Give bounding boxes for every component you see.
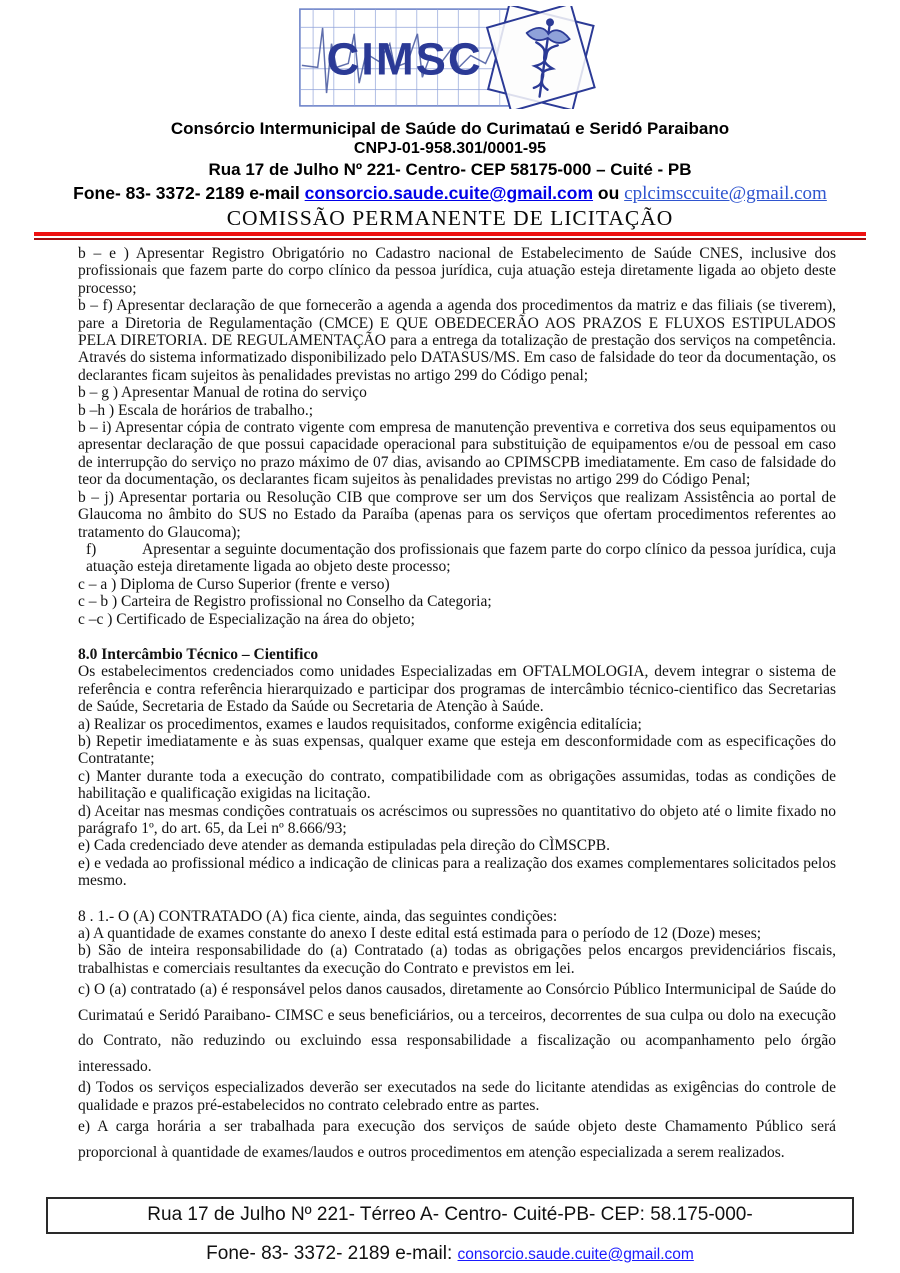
body-paragraph: [78, 489, 836, 541]
paragraph-text: b) Repetir imediatamente e às suas expensas, qualquer exame que esteja em desconformidade com as especificações do Contratante;: [78, 732, 836, 768]
paragraph-text: b) São de inteira responsabilidade do (a) Contratado (a) todas as obrigações pelos encargos previdenciários fiscais, trabalhistas e comerciais resultantes da execução do Contrato e previstos em lei.: [78, 942, 836, 977]
paragraph-text: Os estabelecimentos credenciados como unidades Especializadas em OFTALMOLOGIA, devem integrar o sistema de referência e contra referência hierarquizado e participar dos programas de intercâmbio técnico-cientifico das Secretarias de Saúde, Secretaria de Estado da Saúde ou Secretaria de Atenção à Saúde.: [78, 663, 836, 716]
email-link-primary[interactable]: consorcio.saude.cuite@gmail.com: [304, 183, 594, 203]
section-title: COMISSÃO PERMANENTE DE LICITAÇÃO: [226, 206, 674, 230]
paragraph-text: a) Realizar os procedimentos, exames e laudos requisitados, conforme exigência editalícia;: [78, 715, 642, 733]
cimsc-logo: [292, 6, 608, 114]
contact-line: [0, 181, 900, 206]
body-paragraph: [78, 576, 836, 593]
paragraph-text: c – b ) Carteira de Registro profissional no Conselho da Categoria;: [78, 593, 492, 611]
body-paragraph: [78, 384, 836, 401]
body-paragraph: [78, 245, 836, 297]
paragraph-text: d) Aceitar nas mesmas condições contratuais os acréscimos ou supressões no quantitativo do objeto até o limite fixado no parágrafo 1º, do art. 65, da Lei nº 8.666/93;: [78, 802, 836, 837]
footer-address-box: [46, 1197, 854, 1234]
red-divider: [34, 232, 866, 240]
paragraph-text: b –h ) Escala de horários de trabalho.;: [78, 401, 313, 419]
email-link-secondary[interactable]: cplcimsccuite@gmail.com: [624, 183, 827, 204]
logo-text: CIMSC: [326, 33, 483, 85]
body-paragraph: [78, 925, 836, 942]
paragraph-text: b – g ) Apresentar Manual de rotina do serviço: [78, 384, 367, 402]
footer-email-link[interactable]: consorcio.saude.cuite@gmail.com: [457, 1246, 694, 1263]
paragraph-text: e) Cada credenciado deve atender as demanda estipuladas pela direção do CÌMSCPB.: [78, 837, 610, 855]
paragraph-text: b – f) Apresentar declaração de que fornecerão a agenda a agenda dos procedimentos da matriz e das filiais (se tiverem), pare a Diretoria de Regulamentação (CMCE) E QUE OBEDECERÃO AOS PRAZOS E FLUXOS ESTIPULADOS PELA DIRETORIA. DE REGULAMENTAÇÃO para a entrega da totalização de prestação dos serviços na competência. Através do sistema informatizado disponibilizado pelo DATASUS/MS. Em caso de falsidade do teor da documentação, os declarantes ficam sujeitos às penalidades previstas no artigo 299 do Código penal;: [78, 297, 836, 384]
org-name: Consórcio Intermunicipal de Saúde do Curimataú e Seridó Paraibano: [170, 119, 730, 138]
paragraph-text: d) Todos os serviços especializados deverão ser executados na sede do licitante atendidas as exigências do controle de qualidade e prazos pré-estabelecidos no contrato celebrado entre as partes.: [78, 1079, 836, 1114]
body-paragraph: [78, 803, 836, 838]
body-paragraph: [78, 768, 836, 803]
ou-text: ou: [593, 183, 625, 203]
page-footer: [0, 1197, 900, 1265]
body-paragraph: [78, 1079, 836, 1114]
paragraph-label: f): [86, 540, 97, 558]
cimsc-logo-graphic: [292, 6, 608, 109]
paragraph-text: c) Manter durante toda a execução do contrato, compatibilidade com as obrigações assumidas, todas as condições de habilitação e qualificação exigidas na licitação.: [78, 767, 836, 803]
footer-phone-label: Fone- 83- 3372- 2189 e-mail:: [206, 1243, 458, 1264]
body-paragraph: [78, 593, 836, 610]
footer-address: Rua 17 de Julho Nº 221- Térreo A- Centro- Cuité-PB- CEP: 58.175-000-: [147, 1204, 753, 1225]
section-heading: [78, 646, 836, 663]
body-paragraph: [78, 837, 836, 854]
body-paragraph: [78, 942, 836, 977]
paragraph-text: 8 . 1.- O (A) CONTRATADO (A) fica ciente, ainda, das seguintes condições:: [78, 907, 558, 925]
body-paragraph: [78, 402, 836, 419]
paragraph-text: 8.0 Intercâmbio Técnico – Cientifico: [78, 645, 319, 663]
paragraph-text: Apresentar a seguinte documentação dos profissionais que fazem parte do corpo clínico da pessoa jurídica, cuja atuação esteja diretamente ligada ao objeto deste processo;: [86, 540, 836, 576]
body-paragraph: [78, 1114, 836, 1165]
body-paragraph: [78, 716, 836, 733]
paragraph-text: a) A quantidade de exames constante do anexo I deste edital está estimada para o período de 12 (Doze) meses;: [78, 925, 762, 943]
footer-contact-line: [0, 1243, 900, 1265]
body-paragraph: [78, 419, 836, 489]
letterhead: [0, 0, 900, 240]
body-paragraph: [78, 611, 836, 628]
paragraph-text: c) O (a) contratado (a) é responsável pelos danos causados, diretamente ao Consórcio Público Intermunicipal de Saúde do Curimataú e Seridó Paraibano- CIMSC e seus beneficiários, ou a terceiros, decorrentes de sua culpa ou dolo na execução do Contrato, não reduzindo ou excluindo essa responsabilidade a fiscalização ou acompanhamento pelo órgão interessado.: [78, 981, 836, 1075]
paragraph-text: c –c ) Certificado de Especialização na área do objeto;: [78, 610, 415, 628]
org-address: Rua 17 de Julho Nº 221- Centro- CEP 58175-000 – Cuité - PB: [208, 160, 692, 179]
body-paragraph: [78, 977, 836, 1079]
body-paragraph: [78, 663, 836, 715]
phone-label: Fone- 83- 3372- 2189 e-mail: [73, 183, 305, 203]
org-cnpj: CNPJ-01-958.301/0001-95: [353, 140, 547, 157]
paragraph-text: b – i) Apresentar cópia de contrato vigente com empresa de manutenção preventiva e corretiva dos seus equipamentos ou apresentar declaração de que possui capacidade operacional para substituição de equipamentos e/ou de pessoal em caso de interrupção do serviço no prazo máximo de 07 dias, avisando ao CPIMSCPB imediatamente. Em caso de falsidade do teor da documentação, os declarantes ficam sujeitos às penalidades previstas no artigo 299 do Código Penal;: [78, 419, 836, 489]
document-body: [78, 245, 836, 1165]
paragraph-text: b – e ) Apresentar Registro Obrigatório no Cadastro nacional de Estabelecimento de Saúde CNES, inclusive dos profissionais que fazem parte do corpo clínico da pessoa jurídica, cuja atuação esteja diretamente ligada ao objeto deste processo;: [78, 245, 836, 297]
body-paragraph: [78, 733, 836, 768]
paragraph-text: e) e vedada ao profissional médico a indicação de clinicas para a realização dos exames complementares solicitados pelos mesmo.: [78, 854, 836, 890]
body-paragraph: [78, 908, 836, 925]
body-paragraph: [78, 541, 836, 576]
paragraph-text: b – j) Apresentar portaria ou Resolução CIB que comprove ser um dos Serviços que realizam Assistência ao portal de Glaucoma no âmbito do SUS no Estado da Paraíba (apenas para os serviços que ofertam procedimentos referentes ao tratamento do Glaucoma);: [78, 488, 836, 541]
body-paragraph: [78, 855, 836, 890]
paragraph-text: e) A carga horária a ser trabalhada para execução dos serviços de saúde objeto deste Chamamento Público será proporcional à quantidade de exames/laudos e outros procedimentos em atenção especializada a serem realizados.: [78, 1118, 836, 1161]
paragraph-text: c – a ) Diploma de Curso Superior (frente e verso): [78, 575, 390, 593]
body-paragraph: [78, 297, 836, 384]
